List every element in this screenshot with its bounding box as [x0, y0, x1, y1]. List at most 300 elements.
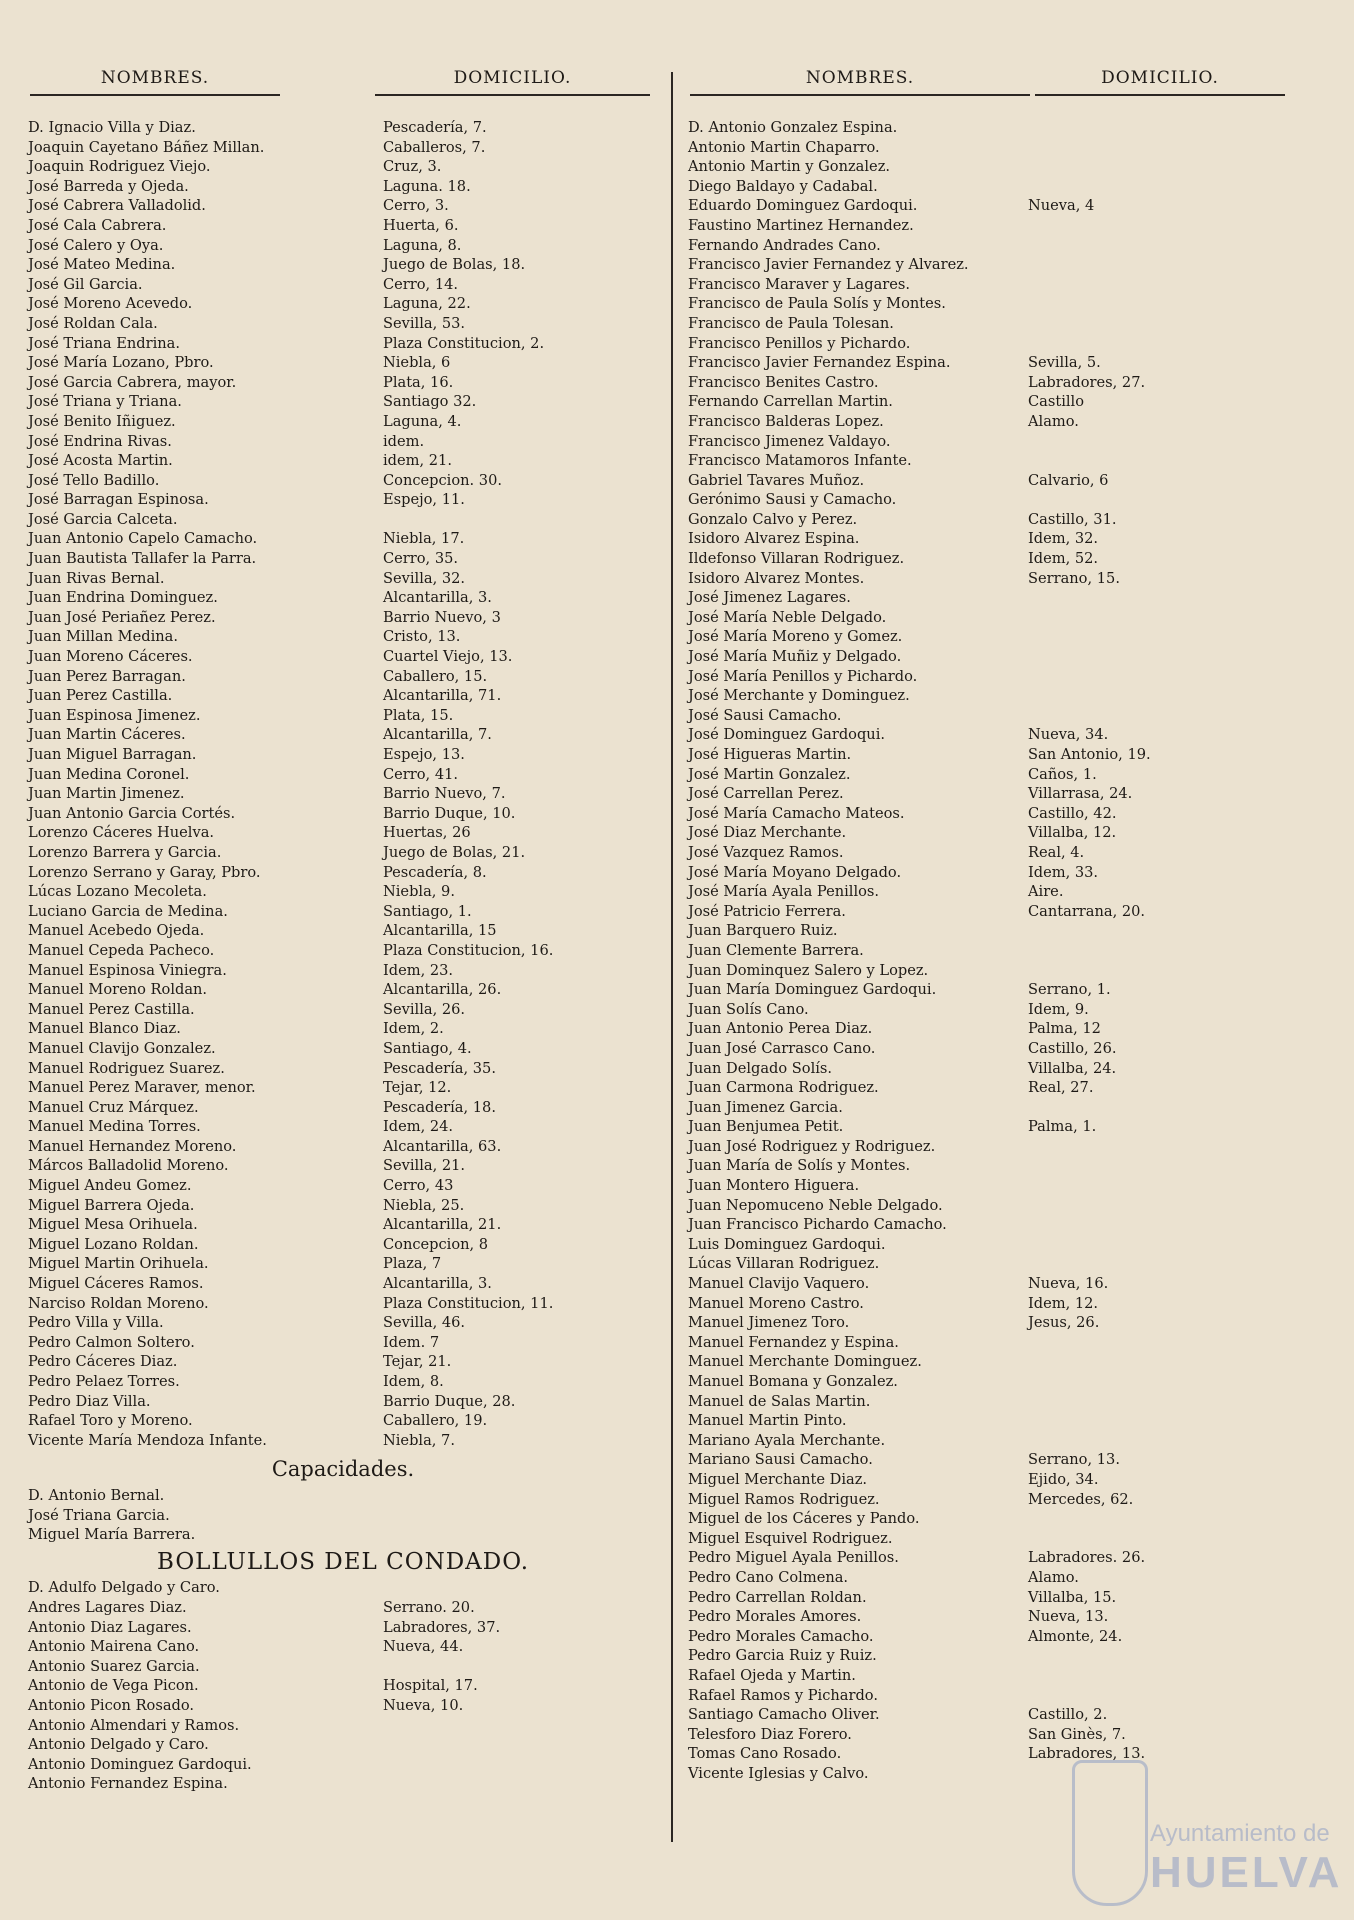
person-name: Juan José Rodriguez y Rodriguez. — [688, 1137, 936, 1155]
list-item — [688, 157, 1328, 177]
domicilio: Alcantarilla, 7. — [383, 726, 492, 744]
domicilio: Plata, 16. — [383, 373, 454, 391]
domicilio: Alcantarilla, 26. — [383, 981, 502, 999]
domicilio: Espejo, 13. — [383, 746, 465, 763]
list-item — [688, 353, 1328, 373]
person-name: Manuel Medina Torres. — [28, 1118, 201, 1136]
person-name: Juan Francisco Pichardo Camacho. — [688, 1216, 947, 1234]
person-name: José Sausi Camacho. — [688, 706, 842, 724]
domicilio: Plaza Constitucion, 16. — [383, 941, 554, 959]
list-item — [28, 1392, 658, 1412]
domicilio: Castillo, 26. — [1028, 1039, 1117, 1057]
domicilio: Sevilla, 46. — [383, 1314, 466, 1332]
person-name: Manuel Clavijo Gonzalez. — [28, 1039, 216, 1057]
person-name: Pedro Morales Amores. — [688, 1608, 862, 1626]
list-item — [28, 412, 658, 432]
list-item — [28, 569, 658, 589]
domicilio: Niebla, 25. — [383, 1196, 465, 1214]
list-item — [688, 745, 1328, 765]
domicilio: Alamo. — [1028, 412, 1079, 430]
list-item — [688, 471, 1328, 491]
list-item — [688, 863, 1328, 883]
person-name: Gerónimo Sausi y Camacho. — [688, 491, 897, 509]
list-item — [28, 941, 658, 961]
person-name: Gabriel Tavares Muñoz. — [688, 471, 865, 489]
person-name: Juan Clemente Barrera. — [688, 941, 864, 959]
person-name: José Moreno Acevedo. — [28, 295, 193, 313]
list-item — [28, 1774, 658, 1794]
person-name: Pedro Villa y Villa. — [28, 1314, 164, 1332]
domicilio: Hospital, 17. — [383, 1677, 478, 1695]
domicilio: Alcantarilla, 3. — [383, 589, 492, 607]
list-item — [688, 1196, 1328, 1216]
person-name: Manuel Perez Castilla. — [28, 1000, 195, 1018]
list-item — [688, 706, 1328, 726]
domicilio: Sevilla, 53. — [383, 314, 466, 332]
domicilio: Barrio Duque, 10. — [383, 804, 516, 822]
list-item — [688, 373, 1328, 393]
domicilio: Barrio Nuevo, 3 — [383, 608, 501, 626]
domicilio: Real, 4. — [1028, 843, 1085, 861]
person-name: Antonio Mairena Cano. — [28, 1638, 200, 1656]
person-name: José Triana y Triana. — [28, 393, 182, 411]
person-name: Telesforo Diaz Forero. — [688, 1725, 852, 1743]
right-column — [688, 118, 1328, 1783]
list-item — [28, 294, 658, 314]
list-item — [688, 275, 1328, 295]
person-name: José Carrellan Perez. — [688, 785, 844, 803]
person-name: Miguel Mesa Orihuela. — [28, 1216, 198, 1234]
domicilio: Nueva, 16. — [1028, 1275, 1109, 1293]
domicilio: Serrano, 13. — [1028, 1451, 1120, 1469]
list-item — [688, 1294, 1328, 1314]
list-item — [28, 1176, 658, 1196]
person-name: Antonio Suarez Garcia. — [28, 1657, 200, 1675]
domicilio: Juego de Bolas, 21. — [383, 843, 526, 861]
person-name: Manuel Hernandez Moreno. — [28, 1137, 237, 1155]
person-name: Antonio Fernandez Espina. — [28, 1775, 228, 1793]
list-item — [28, 236, 658, 256]
list-item — [688, 177, 1328, 197]
list-item — [28, 1352, 658, 1372]
person-name: Juan Nepomuceno Neble Delgado. — [688, 1196, 943, 1214]
list-item — [688, 980, 1328, 1000]
list-item — [688, 647, 1328, 667]
left-names-header: NOMBRES. — [30, 68, 280, 96]
person-name: Andres Lagares Diaz. — [28, 1598, 187, 1616]
domicilio: Huerta, 6. — [383, 216, 459, 234]
domicilio: Niebla, 7. — [383, 1431, 455, 1449]
list-item — [28, 608, 658, 628]
list-item — [688, 1529, 1328, 1549]
person-name: José Garcia Calceta. — [28, 510, 178, 528]
person-name: Vicente Iglesias y Calvo. — [688, 1764, 869, 1782]
domicilio: Idem, 32. — [1028, 530, 1099, 548]
list-item — [28, 1637, 658, 1657]
right-names-header: NOMBRES. — [690, 68, 1030, 96]
person-name: D. Adulfo Delgado y Caro. — [28, 1579, 220, 1597]
person-name: Francisco Jimenez Valdayo. — [688, 432, 891, 450]
list-item — [688, 255, 1328, 275]
person-name: Francisco de Paula Solís y Montes. — [688, 295, 946, 313]
list-item — [688, 118, 1328, 138]
list-item — [28, 353, 658, 373]
list-item — [28, 1059, 658, 1079]
person-name: José Gil Garcia. — [28, 275, 143, 293]
person-name: Francisco Maraver y Lagares. — [688, 275, 911, 293]
person-name: Lorenzo Barrera y Garcia. — [28, 843, 222, 861]
list-item — [688, 549, 1328, 569]
person-name: Juan Rivas Bernal. — [28, 569, 165, 587]
watermark-line2: HUELVA — [1150, 1848, 1343, 1897]
person-name: José Martin Gonzalez. — [688, 765, 851, 783]
person-name: Francisco Balderas Lopez. — [688, 412, 884, 430]
list-item — [28, 216, 658, 236]
domicilio: Villarrasa, 24. — [1028, 785, 1133, 803]
person-name: Miguel de los Cáceres y Pando. — [688, 1510, 920, 1528]
person-name: Miguel Andeu Gomez. — [28, 1177, 192, 1195]
person-name: Rafael Ramos y Pichardo. — [688, 1686, 878, 1704]
list-item — [688, 588, 1328, 608]
list-item — [688, 961, 1328, 981]
list-item — [28, 725, 658, 745]
list-item — [28, 961, 658, 981]
list-item — [28, 432, 658, 452]
person-name: Antonio Almendari y Ramos. — [28, 1716, 240, 1734]
list-item — [28, 1000, 658, 1020]
list-item — [28, 1274, 658, 1294]
person-name: Antonio Martin y Gonzalez. — [688, 158, 891, 176]
person-name: Luciano Garcia de Medina. — [28, 902, 228, 920]
person-name: José Patricio Ferrera. — [688, 902, 846, 920]
domicilio: Tejar, 12. — [383, 1079, 452, 1097]
person-name: Manuel Moreno Castro. — [688, 1294, 864, 1312]
list-item — [28, 843, 658, 863]
person-name: D. Antonio Gonzalez Espina. — [688, 119, 898, 136]
domicilio: Palma, 12 — [1028, 1020, 1101, 1038]
list-item — [688, 1548, 1328, 1568]
coat-of-arms-icon — [1072, 1760, 1148, 1906]
list-item — [688, 432, 1328, 452]
person-name: Manuel Blanco Diaz. — [28, 1020, 181, 1038]
person-name: José Roldan Cala. — [28, 314, 158, 332]
list-item — [688, 843, 1328, 863]
person-name: Juan Perez Castilla. — [28, 687, 173, 705]
person-name: Santiago Camacho Oliver. — [688, 1706, 880, 1724]
domicilio: Plata, 15. — [383, 706, 454, 724]
list-item — [688, 1078, 1328, 1098]
list-item — [688, 1098, 1328, 1118]
list-item — [688, 529, 1328, 549]
domicilio: Cerro, 41. — [383, 765, 459, 783]
domicilio: Alcantarilla, 15 — [383, 922, 497, 940]
domicilio: Laguna, 8. — [383, 236, 462, 254]
person-name: José Calero y Oya. — [28, 236, 164, 254]
person-name: Manuel Acebedo Ojeda. — [28, 922, 205, 940]
domicilio: Idem, 33. — [1028, 863, 1099, 881]
domicilio: Cuartel Viejo, 13. — [383, 648, 513, 666]
domicilio: Plaza Constitucion, 11. — [383, 1294, 554, 1312]
list-item — [28, 1618, 658, 1638]
list-item — [28, 196, 658, 216]
list-item — [688, 1705, 1328, 1725]
list-item — [688, 1176, 1328, 1196]
list-item — [28, 1486, 658, 1506]
person-name: Pedro Carrellan Roldan. — [688, 1588, 867, 1606]
list-item — [688, 1117, 1328, 1137]
domicilio: Villalba, 15. — [1028, 1588, 1117, 1606]
list-item — [688, 196, 1328, 216]
person-name: Lúcas Villaran Rodriguez. — [688, 1255, 880, 1273]
person-name: Antonio Diaz Lagares. — [28, 1618, 192, 1636]
person-name: José Jimenez Lagares. — [688, 589, 851, 607]
list-item — [28, 529, 658, 549]
person-name: D. Antonio Bernal. — [28, 1486, 165, 1504]
person-name: Antonio Martin Chaparro. — [688, 138, 880, 156]
list-item — [688, 941, 1328, 961]
domicilio: Santiago, 1. — [383, 902, 472, 920]
list-item — [28, 784, 658, 804]
person-name: José Triana Endrina. — [28, 334, 180, 352]
list-item — [28, 177, 658, 197]
list-item — [688, 334, 1328, 354]
person-name: Juan Delgado Solís. — [688, 1059, 833, 1077]
domicilio: Espejo, 11. — [383, 491, 465, 509]
person-name: Mariano Ayala Merchante. — [688, 1431, 886, 1449]
section-title-bollullos: BOLLULLOS DEL CONDADO. — [156, 1548, 530, 1575]
domicilio: Idem, 12. — [1028, 1294, 1099, 1312]
list-item — [28, 138, 658, 158]
person-name: Juan Antonio Garcia Cortés. — [28, 804, 236, 822]
person-name: Juan Dominquez Salero y Lopez. — [688, 961, 929, 979]
domicilio: Castillo, 2. — [1028, 1706, 1108, 1724]
domicilio: Idem, 8. — [383, 1373, 444, 1390]
domicilio: Labradores, 13. — [1028, 1745, 1146, 1763]
list-item — [28, 1716, 658, 1736]
list-item — [688, 392, 1328, 412]
ayuntamiento-huelva-watermark — [1072, 1760, 1343, 1910]
list-item — [688, 1235, 1328, 1255]
person-name: Faustino Martinez Hernandez. — [688, 216, 914, 234]
person-name: Francisco Matamoros Infante. — [688, 452, 912, 470]
person-name: Pedro Miguel Ayala Penillos. — [688, 1549, 899, 1567]
person-name: Vicente María Mendoza Infante. — [28, 1431, 267, 1449]
person-name: Antonio Picon Rosado. — [28, 1696, 195, 1714]
domicilio: Sevilla, 26. — [383, 1000, 466, 1018]
person-name: Francisco Penillos y Pichardo. — [688, 334, 911, 352]
person-name: Rafael Toro y Moreno. — [28, 1412, 193, 1430]
person-name: Manuel de Salas Martin. — [688, 1392, 871, 1410]
person-name: Luis Dominguez Gardoqui. — [688, 1235, 886, 1253]
list-item — [28, 1137, 658, 1157]
person-name: Narciso Roldan Moreno. — [28, 1294, 209, 1312]
person-name: Juan Martin Jimenez. — [28, 785, 185, 803]
list-item — [688, 725, 1328, 745]
domicilio: Sevilla, 5. — [1028, 354, 1101, 372]
person-name: Joaquin Cayetano Báñez Millan. — [28, 138, 265, 156]
list-item — [28, 1156, 658, 1176]
list-item — [688, 1039, 1328, 1059]
person-name: José María Penillos y Pichardo. — [688, 667, 918, 685]
domicilio: Plaza Constitucion, 2. — [383, 334, 545, 352]
domicilio: Santiago, 4. — [383, 1039, 472, 1057]
list-item — [688, 921, 1328, 941]
list-item — [28, 686, 658, 706]
list-item — [28, 1676, 658, 1696]
domicilio: Pescadería, 35. — [383, 1059, 496, 1077]
list-item — [688, 412, 1328, 432]
list-item — [688, 451, 1328, 471]
domicilio: Santiago 32. — [383, 393, 477, 411]
list-item — [688, 902, 1328, 922]
list-item — [688, 1392, 1328, 1412]
person-name: Fernando Andrades Cano. — [688, 236, 881, 254]
domicilio: Serrano, 15. — [1028, 569, 1120, 587]
list-item — [28, 392, 658, 412]
list-item — [28, 1525, 658, 1545]
person-name: Francisco de Paula Tolesan. — [688, 314, 894, 332]
domicilio: Nueva, 10. — [383, 1696, 464, 1714]
person-name: Juan Carmona Rodriguez. — [688, 1079, 879, 1097]
domicilio: Barrio Nuevo, 7. — [383, 785, 506, 803]
person-name: José María Neble Delgado. — [688, 608, 887, 626]
domicilio: Juego de Bolas, 18. — [383, 256, 526, 274]
person-name: José Higueras Martin. — [688, 746, 852, 763]
domicilio: Labradores. 26. — [1028, 1549, 1146, 1567]
domicilio: Laguna, 22. — [383, 295, 471, 313]
list-item — [688, 1686, 1328, 1706]
list-item — [688, 236, 1328, 256]
list-item — [688, 1059, 1328, 1079]
person-name: Rafael Ojeda y Martin. — [688, 1666, 856, 1684]
domicilio: idem, 21. — [383, 452, 452, 470]
list-item — [28, 1696, 658, 1716]
list-item — [688, 1352, 1328, 1372]
list-item — [28, 275, 658, 295]
column-divider — [671, 72, 673, 1842]
list-item — [28, 1372, 658, 1392]
domicilio: Labradores, 27. — [1028, 373, 1146, 391]
list-item — [688, 784, 1328, 804]
person-name: Manuel Clavijo Vaquero. — [688, 1275, 870, 1293]
domicilio: Castillo, 42. — [1028, 804, 1117, 822]
list-item — [28, 314, 658, 334]
list-item — [688, 667, 1328, 687]
list-item — [28, 902, 658, 922]
domicilio: Jesus, 26. — [1028, 1314, 1100, 1332]
person-name: Miguel Merchante Diaz. — [688, 1470, 868, 1488]
list-item — [28, 1235, 658, 1255]
domicilio: Concepcion. 30. — [383, 471, 503, 489]
section-title-capacidades: Capacidades. — [271, 1457, 415, 1482]
person-name: José Garcia Cabrera, mayor. — [28, 373, 237, 391]
list-item — [688, 1333, 1328, 1353]
person-name: Francisco Benites Castro. — [688, 373, 879, 391]
list-item — [28, 823, 658, 843]
person-name: Miguel Martin Orihuela. — [28, 1255, 209, 1273]
person-name: Manuel Jimenez Toro. — [688, 1314, 850, 1332]
person-name: José Barragan Espinosa. — [28, 491, 209, 509]
person-name: Manuel Cruz Márquez. — [28, 1098, 199, 1116]
list-item — [28, 627, 658, 647]
person-name: Juan Antonio Perea Diaz. — [688, 1020, 873, 1038]
list-item — [688, 1313, 1328, 1333]
list-item — [688, 490, 1328, 510]
list-item — [688, 1627, 1328, 1647]
domicilio: Nueva, 4 — [1028, 197, 1095, 215]
person-name: Francisco Javier Fernandez y Alvarez. — [688, 256, 969, 274]
person-name: Antonio de Vega Picon. — [28, 1677, 199, 1695]
person-name: Juan Perez Barragan. — [28, 667, 186, 685]
domicilio: Tejar, 21. — [383, 1353, 452, 1371]
list-item — [28, 1215, 658, 1235]
person-name: Juan Millan Medina. — [28, 628, 178, 646]
list-item — [28, 588, 658, 608]
domicilio: Cantarrana, 20. — [1028, 902, 1146, 920]
person-name: Francisco Javier Fernandez Espina. — [688, 354, 951, 372]
list-item — [28, 471, 658, 491]
person-name: Juan Barquero Ruiz. — [688, 922, 838, 940]
person-name: José María Camacho Mateos. — [688, 804, 905, 822]
list-item — [28, 1578, 658, 1598]
list-item — [28, 1333, 658, 1353]
list-item — [28, 1411, 658, 1431]
domicilio: Alcantarilla, 63. — [383, 1137, 502, 1155]
list-item — [28, 1039, 658, 1059]
person-name: José Triana Garcia. — [28, 1506, 170, 1524]
person-name: Pedro Garcia Ruiz y Ruiz. — [688, 1647, 877, 1665]
domicilio: Castillo, 31. — [1028, 510, 1117, 528]
person-name: José Merchante y Dominguez. — [688, 687, 910, 705]
list-item — [28, 882, 658, 902]
person-name: José Benito Iñiguez. — [28, 412, 176, 430]
list-item — [688, 1509, 1328, 1529]
list-item — [688, 1411, 1328, 1431]
person-name: Lorenzo Serrano y Garay, Pbro. — [28, 863, 261, 881]
domicilio: Concepcion, 8 — [383, 1235, 489, 1253]
person-name: Tomas Cano Rosado. — [688, 1745, 842, 1763]
list-item — [28, 549, 658, 569]
person-name: Juan Martin Cáceres. — [28, 726, 186, 744]
list-item — [28, 1254, 658, 1274]
domicilio: Caballero, 19. — [383, 1412, 488, 1430]
person-name: Ildefonso Villaran Rodriguez. — [688, 550, 905, 568]
list-item — [28, 1755, 658, 1775]
list-item — [688, 1019, 1328, 1039]
person-name: José Diaz Merchante. — [688, 824, 847, 842]
domicilio: Almonte, 24. — [1028, 1627, 1123, 1645]
domicilio: Cruz, 3. — [383, 158, 442, 176]
person-name: Pedro Pelaez Torres. — [28, 1373, 180, 1390]
list-item — [688, 627, 1328, 647]
list-item — [688, 1490, 1328, 1510]
list-item — [688, 765, 1328, 785]
domicilio: Pescadería, 7. — [383, 119, 487, 136]
person-name: Juan Jimenez Garcia. — [688, 1098, 843, 1116]
domicilio: Alamo. — [1028, 1568, 1079, 1586]
list-item — [28, 255, 658, 275]
domicilio: Villalba, 24. — [1028, 1059, 1117, 1077]
domicilio: Aire. — [1028, 883, 1064, 901]
list-item — [688, 1568, 1328, 1588]
person-name: Juan José Periañez Perez. — [28, 608, 216, 626]
domicilio: Pescadería, 8. — [383, 863, 487, 881]
domicilio: Idem. 7 — [383, 1333, 440, 1351]
person-name: José Mateo Medina. — [28, 256, 176, 274]
list-item — [28, 334, 658, 354]
list-item — [28, 1019, 658, 1039]
list-item — [688, 882, 1328, 902]
